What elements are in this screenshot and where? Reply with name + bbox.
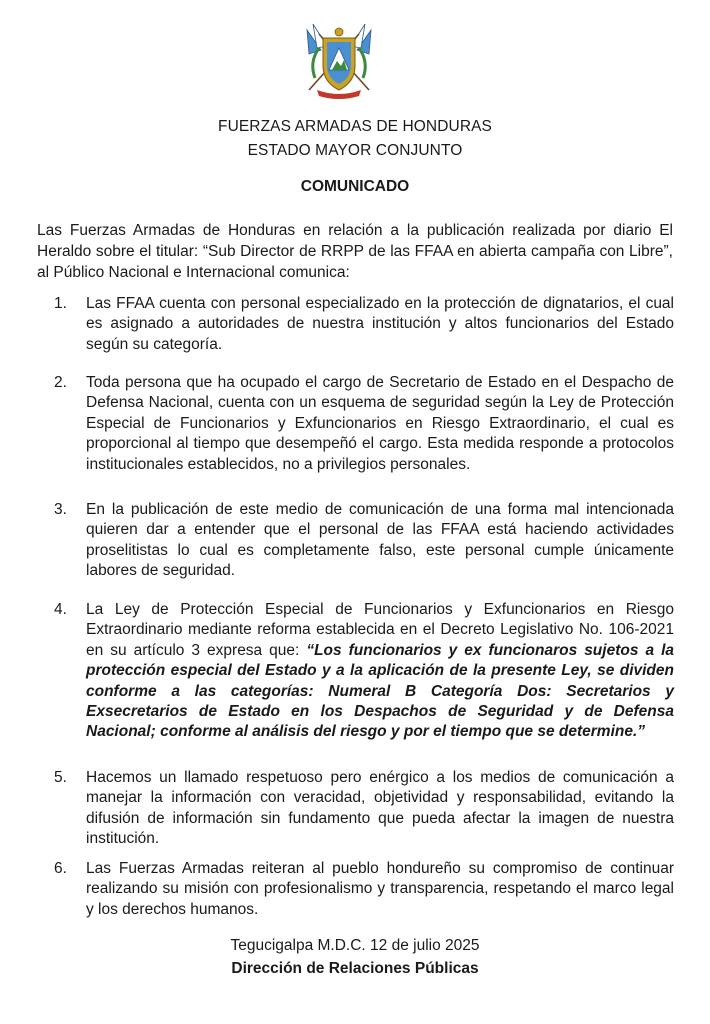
list-item-number: 2. <box>54 374 67 391</box>
list-item-text: Hacemos un llamado respetuoso pero enérgico a los medios de comunicación a manejar la información con veracidad, objetividad y responsabilidad, evitando la difusión de información sin fundamento que pueda afectar la imagen de nuestra institución. <box>86 769 674 848</box>
list-item <box>54 768 674 850</box>
list-item-number: 4. <box>54 601 67 618</box>
list-item <box>54 373 674 475</box>
list-item-number: 1. <box>54 295 67 312</box>
organization-subname: ESTADO MAYOR CONJUNTO <box>247 142 463 159</box>
list-item <box>54 859 674 920</box>
list-item <box>54 294 674 355</box>
list-item-number: 5. <box>54 769 67 786</box>
list-item-text: Las Fuerzas Armadas reiteran al pueblo hondureño su compromiso de continuar realizando su misión con profesionalismo y transparencia, respetando el marco legal y los derechos humanos. <box>86 860 674 918</box>
list-item-text: Toda persona que ha ocupado el cargo de Secretario de Estado en el Despacho de Defensa Nacional, cuenta con un esquema de seguridad según la Ley de Protección Especial de Funcionarios y Exfuncionarios en Riesgo Extraordinario, el cual es proporcional al tiempo que desempeñó el cargo. Esta medida responde a protocolos institucionales establecidos, no a privilegios personales. <box>86 374 674 473</box>
place-date: Tegucigalpa M.D.C. 12 de julio 2025 <box>230 937 480 954</box>
list-item-text-lead: La Ley de Protección Especial de Funcionarios y Exfuncionarios en Riesgo Extraordinario mediante reforma establecida en el Decreto Legislativo No. 106-2021 en su artículo 3 expresa que: <box>86 601 674 659</box>
list-item-text <box>86 600 674 743</box>
list-item-number: 3. <box>54 501 67 518</box>
list-item <box>54 500 674 582</box>
list-item-text: Las FFAA cuenta con personal especializado en la protección de dignatarios, el cual es asignado a autoridades de nuestra institución y altos funcionarios del Estado según su categoría. <box>86 295 674 353</box>
signing-department: Dirección de Relaciones Públicas <box>231 960 479 977</box>
list-item <box>54 600 674 743</box>
list-item-number: 6. <box>54 860 67 877</box>
coat-of-arms-icon <box>299 20 379 102</box>
list-item-text: En la publicación de este medio de comunicación de una forma mal intencionada quieren dar a entender que el personal de las FFAA está haciendo actividades proselitistas lo cual es completamente falso, este personal cumple únicamente labores de seguridad. <box>86 501 674 580</box>
law-quote: “Los funcionarios y ex funcionaros sujetos a la protección especial del Estado y a la aplicación de la presente Ley, se dividen conforme a las categorías: Numeral B Categoría Dos: Secretarios y Exsecretarios de Estado en los Despachos de Seguridad y de Defensa Nacional; conforme al análisis del riesgo y por el tiempo que se determine.” <box>86 641 674 741</box>
intro-paragraph: Las Fuerzas Armadas de Honduras en relación a la publicación realizada por diario El Heraldo sobre el titular: “Sub Director de RRPP de las FFAA en abierta campaña con Libre”, al Público Nacional e Internacional comunica: <box>37 222 673 281</box>
document-title: COMUNICADO <box>300 178 410 195</box>
organization-name: FUERZAS ARMADAS DE HONDURAS <box>218 118 492 135</box>
